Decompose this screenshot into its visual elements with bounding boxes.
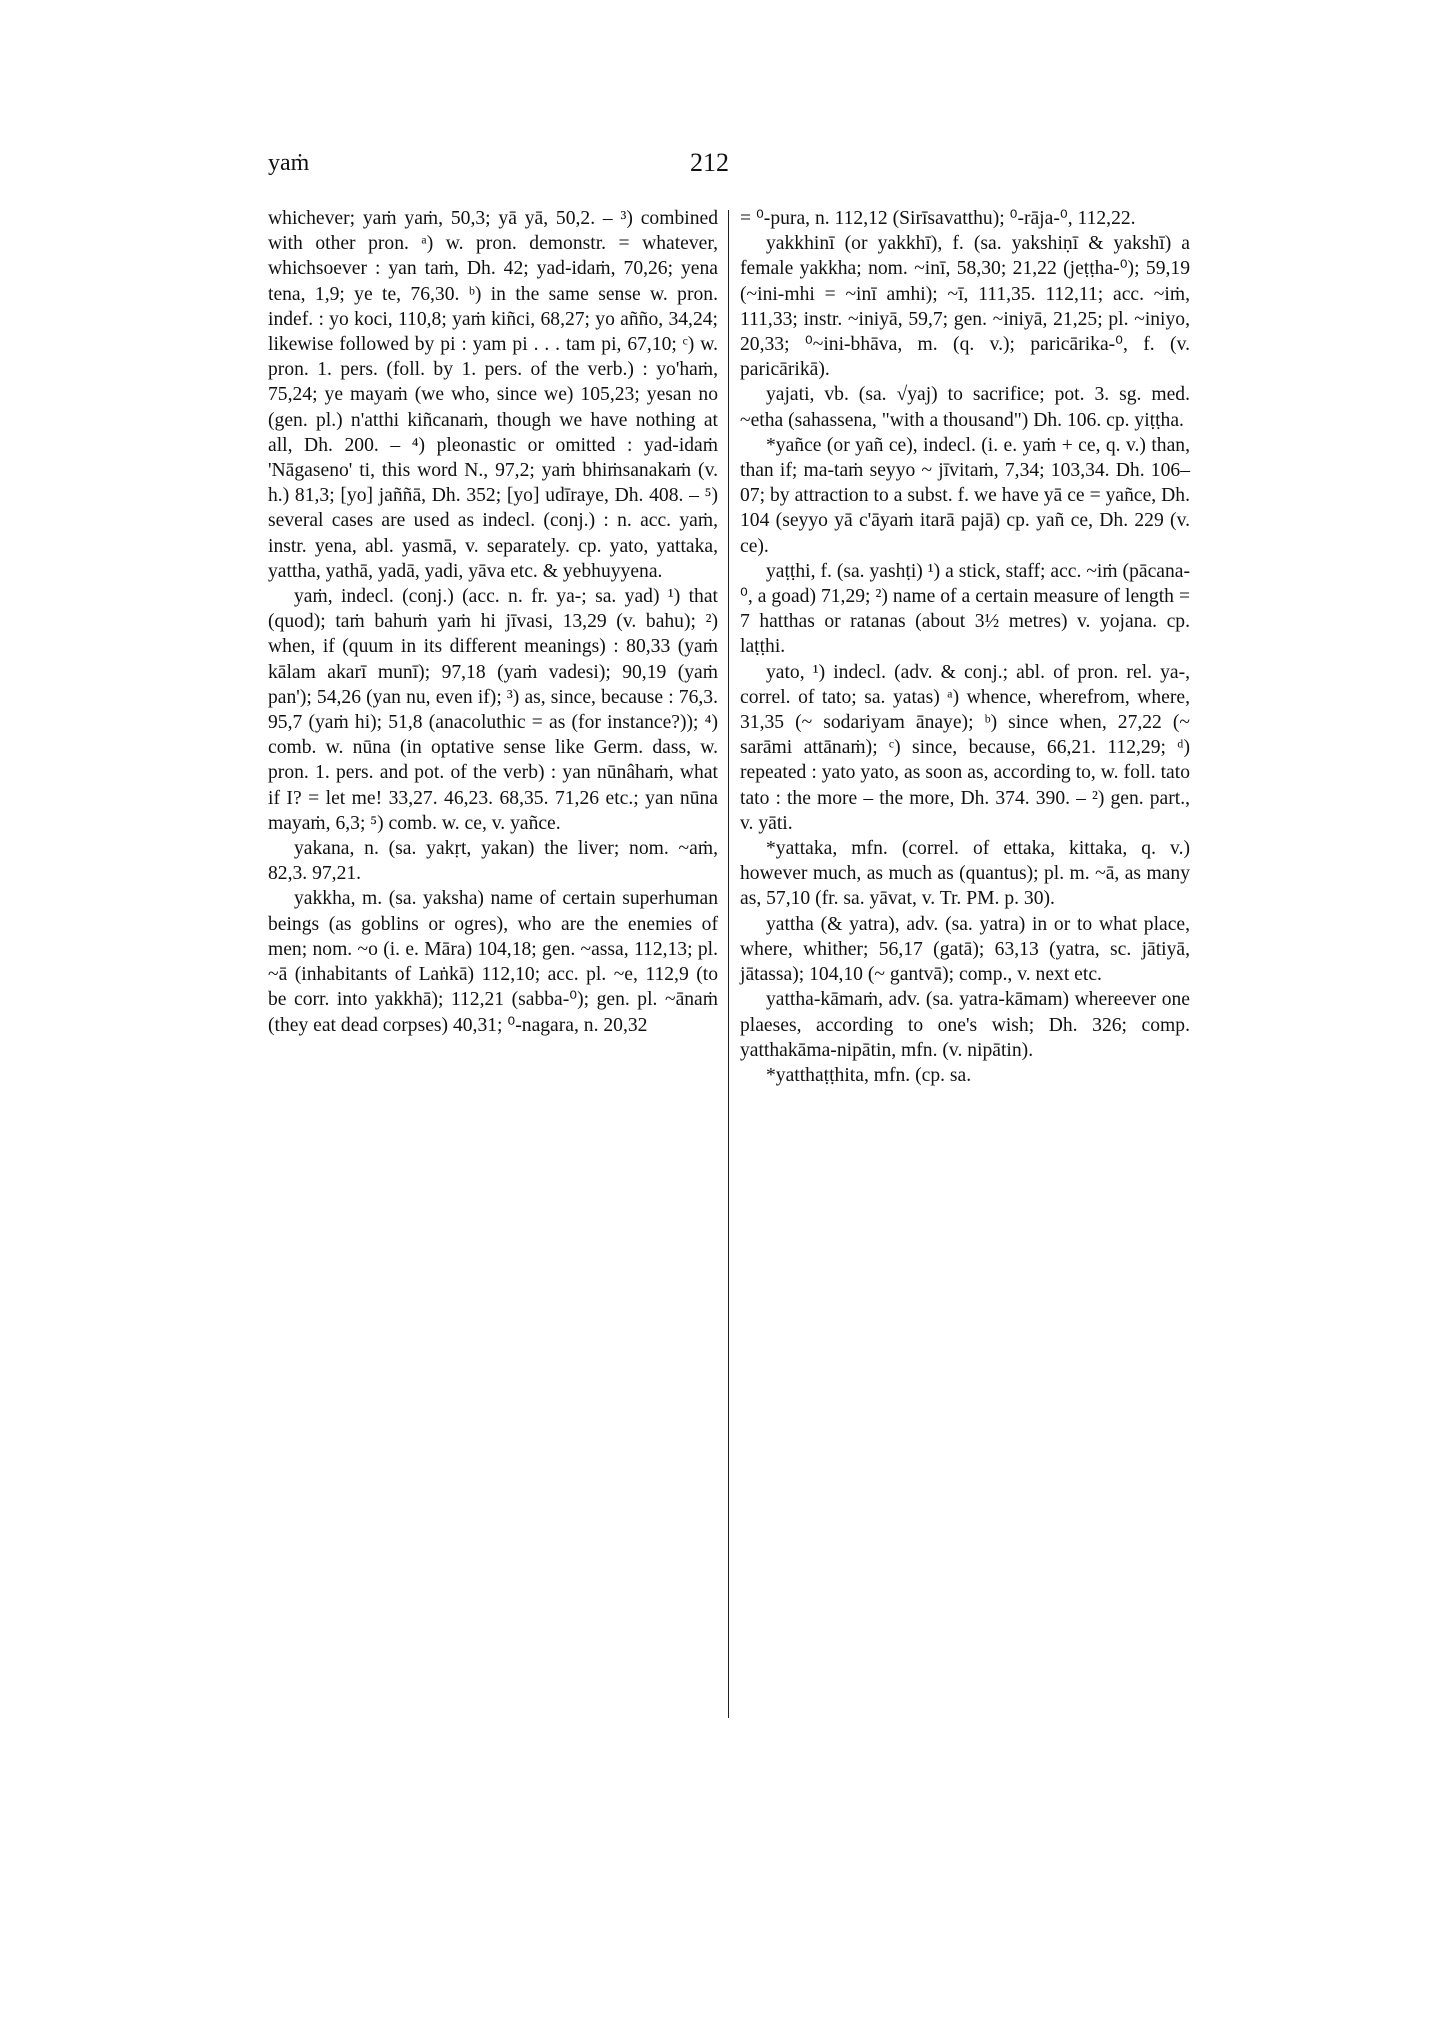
left-column (268, 206, 718, 1038)
entry-continuation: whichever; yaṁ yaṁ, 50,3; yā yā, 50,2. – ³) combined with other pron. ᵃ) w. pron. demonstr. = whatever, whichsoever : yan taṁ, Dh. 42; yad-idaṁ, 70,26; yena tena, 1,9; ye te, 76,30. ᵇ) in the same sense w. pron. indef. : yo koci, 110,8; yaṁ kiñci, 68,27; yo añño, 34,24; likewise followed by pi : yam pi . . . tam pi, 67,10; ᶜ) w. pron. 1. pers. (foll. by 1. pers. of the verb.) : yo'haṁ, 75,24; ye mayaṁ (we who, since we) 105,23; yesan no (gen. pl.) n'atthi kiñcanaṁ, though we have nothing at all, Dh. 200. – ⁴) pleonastic or omitted : yad-idaṁ 'Nāgaseno' ti, this word N., 97,2; yaṁ bhiṁsanakaṁ (v. h.) 81,3; [yo] jaññā, Dh. 352; [yo] udīraye, Dh. 408. – ⁵) several cases are used as indecl. (conj.) : n. acc. yaṁ, instr. yena, abl. yasmā, v. separately. cp. yato, yattaka, yattha, yathā, yadā, yadi, yāva etc. & yebhuyyena. (268, 208, 718, 582)
entry-yattha: yattha (& yatra), adv. (sa. yatra) in or to what place, where, whither; 56,17 (gatā); 63,13 (yatra, sc. jātiyā, jātassa); 104,10 (~ gantvā); comp., v. next etc. (740, 913, 1190, 986)
entry-yato: yato, ¹) indecl. (adv. & conj.; abl. of pron. rel. ya-, correl. of tato; sa. yatas) ᵃ) whence, wherefrom, where, 31,35 (~ sodariyam ānaye); ᵇ) since when, 27,22 (~ sarāmi attānaṁ); ᶜ) since, because, 66,21. 112,29; ᵈ) repeated : yato yato, as soon as, according to, w. foll. tato tato : the more – the more, Dh. 374. 390. – ²) gen. part., v. yāti. (740, 661, 1190, 834)
right-column (740, 206, 1190, 1088)
entry-yatthatthita: *yatthaṭṭhita, mfn. (cp. sa. (766, 1064, 972, 1086)
entry-yakana: yakana, n. (sa. yakṛt, yakan) the liver; nom. ~aṁ, 82,3. 97,21. (268, 838, 718, 885)
entry-yakkha: yakkha, m. (sa. yaksha) name of certain superhuman beings (as goblins or ogres), who are the enemies of men; nom. ~o (i. e. Māra) 104,18; gen. ~assa, 112,13; pl. ~ā (inhabitants of Laṅkā) 112,10; acc. pl. ~e, 112,9 (to be corr. into yakkhā); 112,21 (sabba-⁰); gen. pl. ~ānaṁ (they eat dead corpses) 40,31; ⁰-nagara, n. 20,32 (268, 888, 718, 1036)
entry-yatthi: yaṭṭhi, f. (sa. yashṭi) ¹) a stick, staff; acc. ~iṁ (pācana-⁰, a goad) 71,29; ²) name of a certain measure of length = 7 hatthas or ratanas (about 3½ metres) v. yojana. cp. laṭṭhi. (740, 560, 1190, 658)
page-number: 212 (690, 148, 729, 177)
entry-yattaka: *yattaka, mfn. (correl. of ettaka, kittaka, q. v.) however much, as much as (quantus); pl. m. ~ā, as many as, 57,10 (fr. sa. yāvat, v. Tr. PM. p. 30). (740, 838, 1190, 910)
entry-yakkha-continuation: = ⁰-pura, n. 112,12 (Sirīsavatthu); ⁰-rāja-⁰, 112,22. (740, 208, 1136, 229)
entry-yam-indecl: yaṁ, indecl. (conj.) (acc. n. fr. ya-; sa. yad) ¹) that (quod); taṁ bahuṁ yaṁ hi jīvasi, 13,29 (v. bahu); ²) when, if (quum in its different meanings) : 80,33 (yaṁ kālam akarī munī); 97,18 (yaṁ vadesi); 90,19 (yaṁ pan'); 54,26 (yan nu, even if); ³) as, since, because : 76,3. 95,7 (yaṁ hi); 51,8 (anacoluthic = as (for instance?)); ⁴) comb. w. nūna (in optative sense like Germ. dass, w. pron. 1. pers. and pot. of the verb) : yan nūnâhaṁ, what if I? = let me! 33,27. 46,23. 68,35. 71,26 etc.; yan nūna mayaṁ, 6,3; ⁵) comb. w. ce, v. yañce. (268, 586, 718, 834)
entry-yattha-kamam: yattha-kāmaṁ, adv. (sa. yatra-kāmam) whereever one plaeses, according to one's wish; Dh. 326; comp. yatthakāma-nipātin, mfn. (v. nipātin). (740, 989, 1190, 1061)
entry-yance: *yañce (or yañ ce), indecl. (i. e. yaṁ + ce, q. v.) than, than if; ma-taṁ seyyo ~ jīvitaṁ, 7,34; 103,34. Dh. 106–07; by attraction to a subst. f. we have yā ce = yañce, Dh. 104 (seyyo yā c'āyaṁ itarā pajā) cp. yañ ce, Dh. 229 (v. ce). (740, 434, 1190, 557)
column-divider (728, 210, 729, 1718)
entry-yajati: yajati, vb. (sa. √yaj) to sacrifice; pot. 3. sg. med. ~etha (sahassena, "with a thousand") Dh. 106. cp. yiṭṭha. (740, 384, 1190, 431)
running-head: yaṁ (268, 150, 310, 176)
entry-yakkhini: yakkhinī (or yakkhī), f. (sa. yakshiṇī & yakshī) a female yakkha; nom. ~inī, 58,30; 21,22 (jeṭṭha-⁰); 59,19 (~ini-mhi = ~inī amhi); ~ī, 111,35. 112,11; acc. ~iṁ, 111,33; instr. ~iniyā, 59,7; gen. ~iniyā, 21,25; pl. ~iniyo, 20,33; ⁰~ini-bhāva, m. (q. v.); paricārika-⁰, f. (v. paricārikā). (740, 233, 1190, 381)
